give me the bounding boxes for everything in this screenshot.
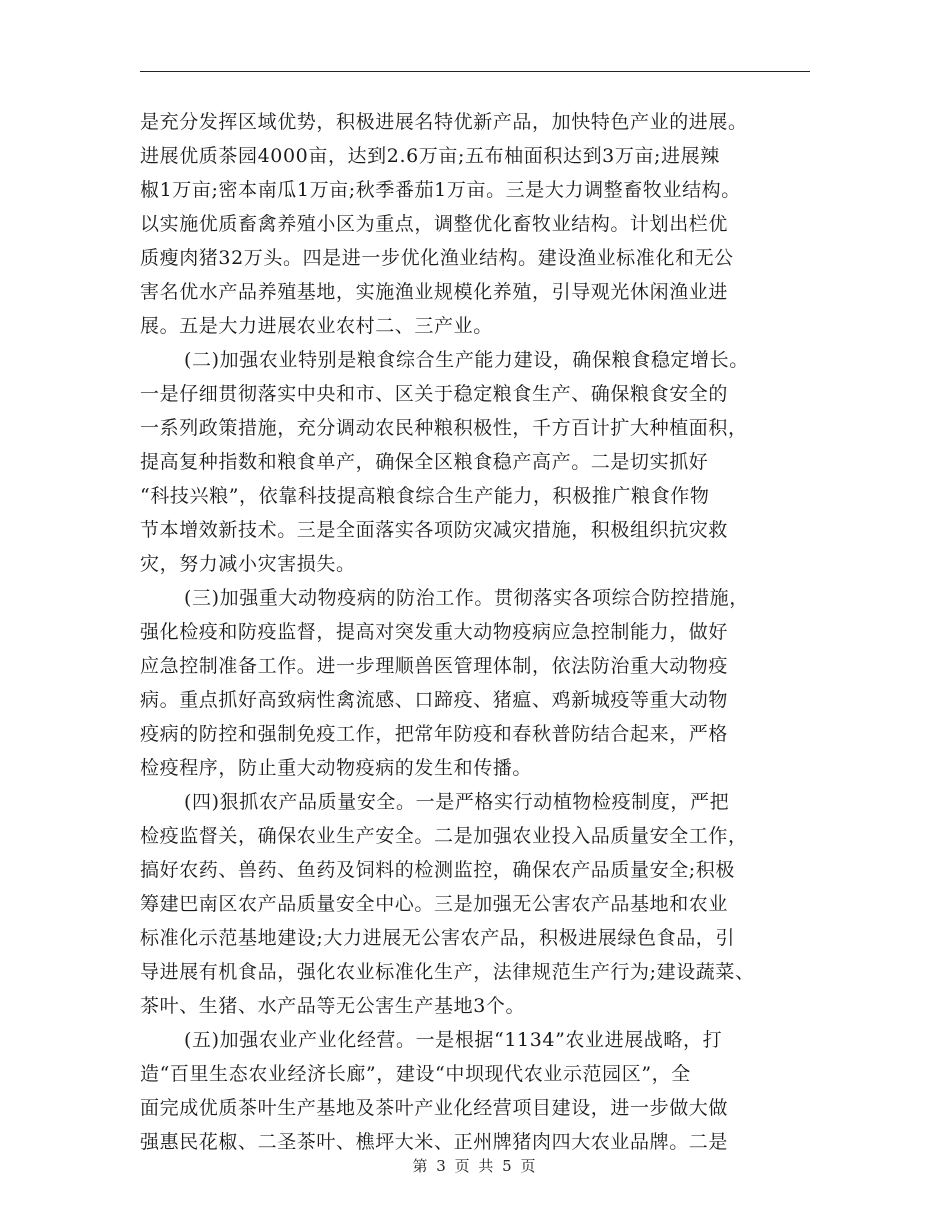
text-line: 搞好农药、兽药、鱼药及饲料的检测监控，确保农产品质量安全;积极 [140, 859, 736, 881]
text-line: 以实施优质畜禽养殖小区为重点，调整优化畜牧业结构。计划出栏优 [140, 213, 729, 235]
text-line: 椒1万亩;密本南瓜1万亩;秋季番茄1万亩。三是大力调整畜牧业结构。 [140, 179, 741, 201]
text-line: 疫病的防控和强制免疫工作，把常年防疫和春秋普防结合起来，严格 [140, 723, 729, 745]
text-line: 强化检疫和防疫监督，提高对突发重大动物疫病应急控制能力，做好 [140, 621, 729, 643]
text-line: 质瘦肉猪32万头。四是进一步优化渔业结构。建设渔业标准化和无公 [140, 247, 734, 269]
text-line: “科技兴粮”，依靠科技提高粮食综合生产能力，积极推广粮食作物 [140, 485, 710, 507]
text-line: 茶叶、生猪、水产品等无公害生产基地3个。 [140, 995, 526, 1017]
text-line: 造“百里生态农业经济长廊”，建设“中坝现代农业示范园区”，全 [140, 1063, 691, 1085]
text-line: 节本增效新技术。三是全面落实各项防灾减灾措施，积极组织抗灾救 [140, 519, 729, 541]
paragraph-start-line: (五)加强农业产业化经营。一是根据“1134”农业进展战略，打 [184, 1029, 723, 1051]
text-line: 筹建巴南区农产品质量安全中心。三是加强无公害农产品基地和农业 [140, 893, 729, 915]
page-number-footer: 第 3 页 共 5 页 [412, 1157, 538, 1175]
text-line: 害名优水产品养殖基地，实施渔业规模化养殖，引导观光休闲渔业进 [140, 281, 729, 303]
text-line: 灾，努力减小灾害损失。 [140, 553, 356, 575]
header-rule [140, 71, 810, 72]
text-line: 应急控制准备工作。进一步理顺兽医管理体制，依法防治重大动物疫 [140, 655, 729, 677]
text-line: 进展优质茶园4000亩，达到2.6万亩;五布柚面积达到3万亩;进展辣 [140, 145, 720, 167]
text-line: 标准化示范基地建设;大力进展无公害农产品，积极进展绿色食品，引 [140, 927, 736, 949]
text-line: 导进展有机食品，强化农业标准化生产，法律规范生产行为;建设蔬菜、 [140, 961, 755, 983]
paragraph-start-line: (二)加强农业特别是粮食综合生产能力建设，确保粮食稳定增长。 [184, 349, 749, 371]
text-line: 检疫程序，防止重大动物疫病的发生和传播。 [140, 757, 533, 779]
paragraph-start-line: (三)加强重大动物疫病的防治工作。贯彻落实各项综合防控措施， [184, 587, 749, 609]
text-line: 强惠民花椒、二圣茶叶、樵坪大米、正州牌猪肉四大农业品牌。二是 [140, 1131, 729, 1153]
text-line: 是充分发挥区域优势，积极进展名特优新产品，加快特色产业的进展。 [140, 111, 748, 133]
text-line: 一系列政策措施，充分调动农民种粮积极性，千方百计扩大种植面积， [140, 417, 748, 439]
text-line: 检疫监督关，确保农业生产安全。二是加强农业投入品质量安全工作， [140, 825, 748, 847]
text-line: 一是仔细贯彻落实中央和市、区关于稳定粮食生产、确保粮食安全的 [140, 383, 729, 405]
paragraph-start-line: (四)狠抓农产品质量安全。一是严格实行动植物检疫制度，严把 [184, 791, 730, 813]
text-line: 展。五是大力进展农业农村二、三产业。 [140, 315, 493, 337]
text-line: 病。重点抓好高致病性禽流感、口蹄疫、猪瘟、鸡新城疫等重大动物 [140, 689, 729, 711]
text-line: 提高复种指数和粮食单产，确保全区粮食稳产高产。二是切实抓好 [140, 451, 709, 473]
text-line: 面完成优质茶叶生产基地及茶叶产业化经营项目建设，进一步做大做 [140, 1097, 729, 1119]
